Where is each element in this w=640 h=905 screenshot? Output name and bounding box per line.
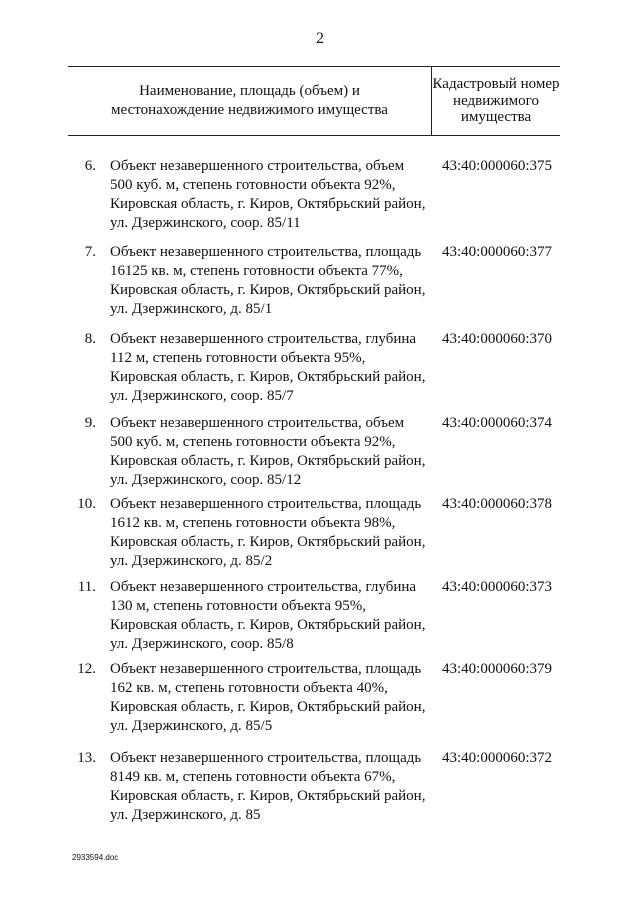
row-cadastral-number: 43:40:000060:378 xyxy=(442,496,553,512)
header-name-column: Наименование, площадь (объем) и местонахождение недвижимого имущества xyxy=(68,67,432,135)
row-description: Объект незавершенного строительства, объем 500 куб. м, степень готовности объекта 92%, Кировская область, г. Киров, Октябрьский район, ул. Дзержинского, соор. 85/11 xyxy=(110,158,426,231)
document-filename: 2933594.doc xyxy=(72,853,119,862)
row-number: 10. xyxy=(77,496,96,512)
row-cadastral-number: 43:40:000060:374 xyxy=(442,415,553,431)
row-number: 12. xyxy=(77,661,96,677)
row-description: Объект незавершенного строительства, площадь 16125 кв. м, степень готовности объекта 77%, Кировская область, г. Киров, Октябрьский район, ул. Дзержинского, д. 85/1 xyxy=(110,244,426,317)
row-description: Объект незавершенного строительства, глубина 112 м, степень готовности объекта 95%, Кировская область, г. Киров, Октябрьский район, ул. Дзержинского, соор. 85/7 xyxy=(110,331,426,404)
row-description: Объект незавершенного строительства, глубина 130 м, степень готовности объекта 95%, Кировская область, г. Киров, Октябрьский район, ул. Дзержинского, соор. 85/8 xyxy=(110,579,426,652)
row-number: 13. xyxy=(77,750,96,766)
row-cadastral-number: 43:40:000060:370 xyxy=(442,331,553,347)
page-number: 2 xyxy=(316,30,324,47)
row-cadastral-number: 43:40:000060:375 xyxy=(442,158,553,174)
row-cadastral-number: 43:40:000060:373 xyxy=(442,579,553,595)
row-number: 6. xyxy=(84,158,96,174)
row-cadastral-number: 43:40:000060:377 xyxy=(442,244,553,260)
row-cadastral-number: 43:40:000060:379 xyxy=(442,661,553,677)
row-cadastral-number: 43:40:000060:372 xyxy=(442,750,553,766)
row-description: Объект незавершенного строительства, площадь 8149 кв. м, степень готовности объекта 67%, Кировская область, г. Киров, Октябрьский район, ул. Дзержинского, д. 85 xyxy=(110,750,426,823)
row-number: 7. xyxy=(84,244,96,260)
header-cadastral-column: Кадастровый номер недвижимого имущества xyxy=(432,76,560,126)
row-description: Объект незавершенного строительства, площадь 1612 кв. м, степень готовности объекта 98%, Кировская область, г. Киров, Октябрьский район, ул. Дзержинского, д. 85/2 xyxy=(110,496,426,569)
row-description: Объект незавершенного строительства, площадь 162 кв. м, степень готовности объекта 40%, Кировская область, г. Киров, Октябрьский район, ул. Дзержинского, д. 85/5 xyxy=(110,661,426,734)
row-number: 11. xyxy=(77,579,96,595)
row-description: Объект незавершенного строительства, объем 500 куб. м, степень готовности объекта 92%, Кировская область, г. Киров, Октябрьский район, ул. Дзержинского, соор. 85/12 xyxy=(110,415,426,488)
row-number: 9. xyxy=(84,415,96,431)
table-header xyxy=(68,66,560,136)
row-number: 8. xyxy=(84,331,96,347)
